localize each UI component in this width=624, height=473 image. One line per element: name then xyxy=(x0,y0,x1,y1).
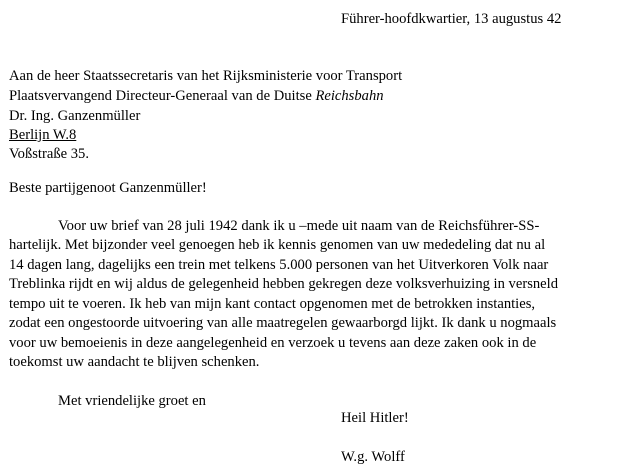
body-line-4: Treblinka rijdt en wij aldus de gelegenheid hebben gekregen deze volksverhuizing in versneld xyxy=(9,276,558,292)
body-line-6: zodat een ongestoorde uitvoering van alle maatregelen gewaarborgd lijkt. Ik dank u nogmaals xyxy=(9,315,557,331)
address-line-2-italic: Reichsbahn xyxy=(315,88,384,104)
closing-salute: Heil Hitler! xyxy=(341,410,409,426)
address-line-2-text: Plaatsvervangend Directeur-Generaal van de Duitse xyxy=(9,88,316,104)
address-line-1: Aan de heer Staatssecretaris van het Rijksministerie voor Transport xyxy=(9,68,403,84)
body-line-3: 14 dagen lang, dagelijks een trein met telkens 5.000 personen van het Uitverkoren Volk naar xyxy=(9,257,549,273)
closing: Met vriendelijke groet en xyxy=(58,393,206,409)
signature: W.g. Wolff xyxy=(341,449,405,465)
address-line-5: Voßstraße 35. xyxy=(9,146,89,162)
dateline: Führer-hoofdkwartier, 13 augustus 42 xyxy=(341,11,562,27)
body-line-8: toekomst uw aandacht te blijven schenken. xyxy=(9,354,260,370)
body-line-1: Voor uw brief van 28 juli 1942 dank ik u –mede uit naam van de Reichsführer-SS- xyxy=(58,218,540,234)
body-line-7: voor uw bemoeienis in deze aangelegenheid en verzoek u tevens aan deze zaken ook in de xyxy=(9,335,537,351)
salutation: Beste partijgenoot Ganzenmüller! xyxy=(9,180,207,196)
body-line-5: tempo uit te voeren. Ik heb van mijn kant contact opgenomen met de betrokken instanties, xyxy=(9,296,536,312)
address-line-3: Dr. Ing. Ganzenmüller xyxy=(9,108,141,124)
body-line-2: hartelijk. Met bijzonder veel genoegen heb ik kennis genomen van uw mededeling dat nu al xyxy=(9,237,546,253)
address-line-4: Berlijn W.8 xyxy=(9,127,77,143)
address-line-2 xyxy=(9,88,384,105)
